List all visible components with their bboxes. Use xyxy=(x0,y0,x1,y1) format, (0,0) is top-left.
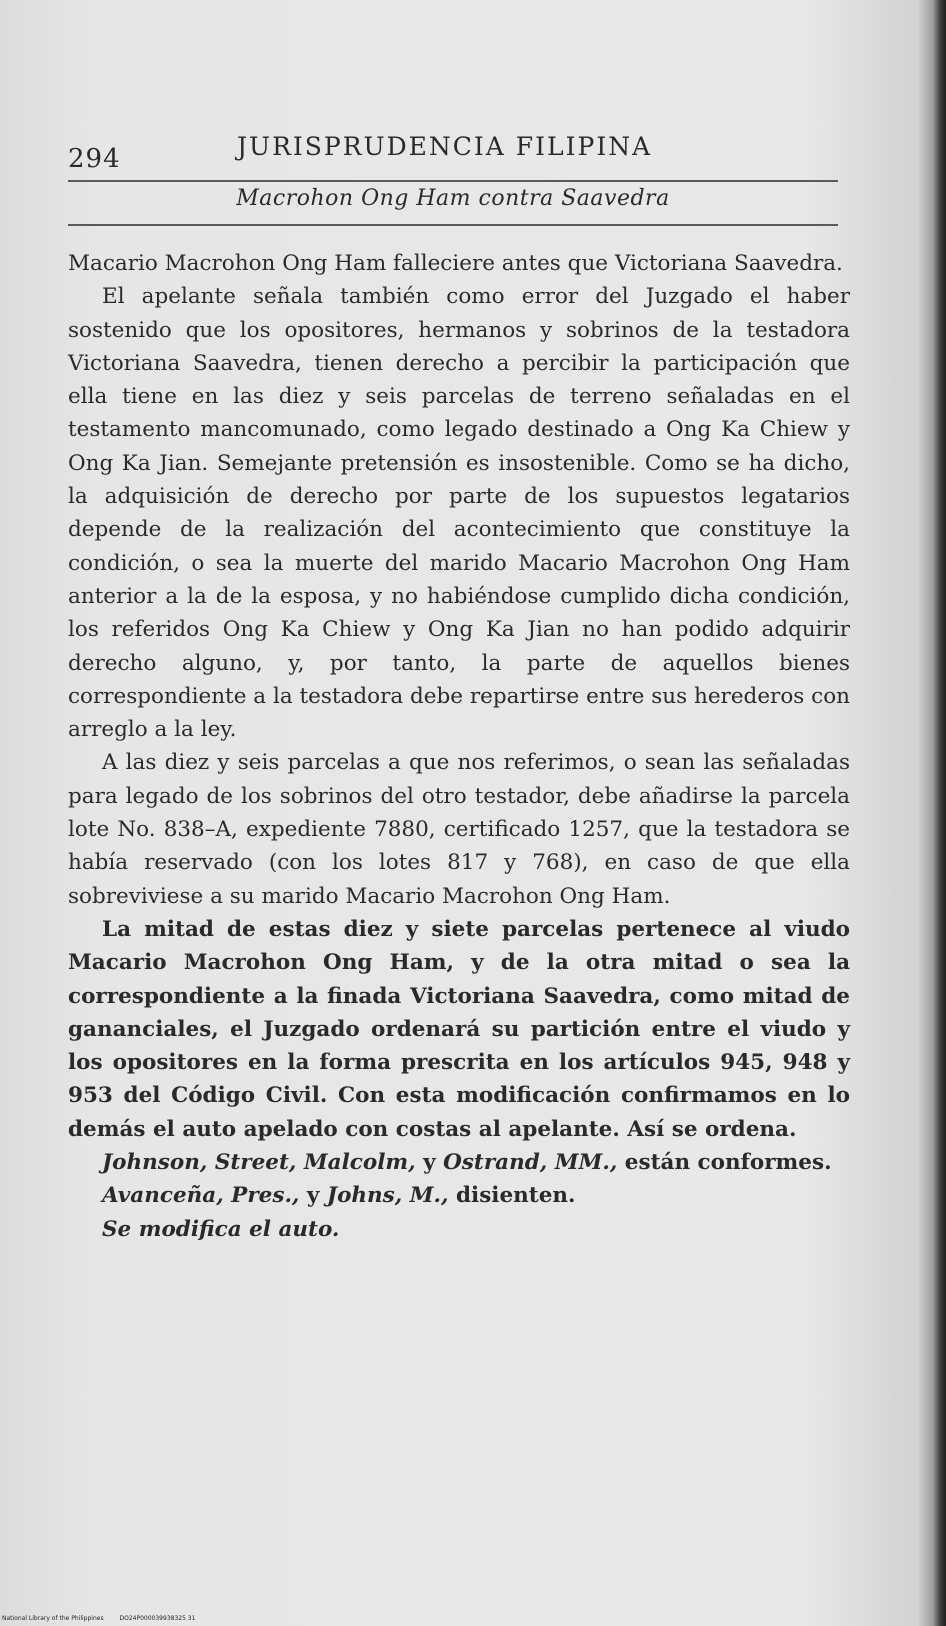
book-spine-shadow xyxy=(932,0,946,1626)
paragraph-disposition xyxy=(68,1213,850,1246)
header-rule-bottom xyxy=(68,224,838,226)
footer-code: DO24P000039938325 31 xyxy=(119,1615,196,1622)
paragraph-ruling: La mitad de estas diez y siete parcelas pertenece al viudo Macario Macrohon Ong Ham, y de la otra mitad o sea la correspondiente a la finada Victoriana Saavedra, como mitad de gananciales, el Juzgado ordenará su partición entre el viudo y los opositores en la forma prescrita en los artículos 945, 948 y 953 del Código Civil. Con esta modificación confirmamos en lo demás el auto apelado con costas al apelante. Así se ordena. xyxy=(68,916,850,1142)
paragraph-parcels: A las diez y seis parcelas a que nos referimos, o sean las señaladas para legado de los sobrinos del otro testador, debe añadirse la parcela lote No. 838–A, expediente 7880, certificado 1257, que la testadora se había reservado (con los lotes 817 y 768), en caso de que ella sobreviviese a su marido Macario Macrohon Ong Ham. xyxy=(68,750,850,909)
dissenting-justices: Avanceña, Pres., xyxy=(102,1183,300,1209)
paragraph-dissent xyxy=(68,1179,850,1212)
concur-conjunction: y xyxy=(415,1150,444,1176)
paragraph-appellant-error: El apelante señala también como error del Juzgado el haber sostenido que los opositores, hermanos y sobrinos de la testadora Victoriana Saavedra, tienen derecho a percibir la participación que ella tiene en las diez y seis parcelas de terreno señaladas en el testamento mancomunado, como legado destinado a Ong Ka Chiew y Ong Ka Jian. Semejante pretensión es insostenible. Como se ha dicho, la adquisición de derecho por parte de los supuestos legatarios depende de la realización del acontecimiento que constituye la condición, o sea la muerte del marido Macario Macrohon Ong Ham anterior a la de la esposa, y no habiéndose cumplido dicha condición, los referidos Ong Ka Chiew y Ong Ka Jian no han podido adquirir derecho alguno, y, por tanto, la parte de aquellos bienes correspondiente a la testadora debe repartirse entre sus herederos con arreglo a la ley. xyxy=(68,284,850,743)
footer-library: National Library of the Philippines xyxy=(2,1615,104,1622)
disposition-text: Se modifica el auto. xyxy=(102,1216,340,1242)
header-rule-top xyxy=(68,180,838,182)
paragraph-continuation: Macario Macrohon Ong Ham falleciere antes que Victoriana Saavedra. xyxy=(68,251,843,276)
dissent-text: disienten. xyxy=(448,1183,576,1209)
dissent-conjunction: y xyxy=(299,1183,327,1209)
body-text xyxy=(68,247,850,1246)
scan-footer xyxy=(2,1615,195,1622)
dissenting-justices-2: Johns, M., xyxy=(326,1183,449,1209)
case-title: Macrohon Ong Ham contra Saavedra xyxy=(236,186,670,211)
running-title: JURISPRUDENCIA FILIPINA xyxy=(237,132,653,161)
page-number: 294 xyxy=(68,144,121,174)
paragraph-concurrence xyxy=(68,1146,850,1179)
concurring-justices-2: Ostrand, MM., xyxy=(443,1150,618,1176)
concurring-justices: Johnson, Street, Malcolm, xyxy=(102,1150,416,1176)
concur-text: están conformes. xyxy=(617,1150,832,1176)
